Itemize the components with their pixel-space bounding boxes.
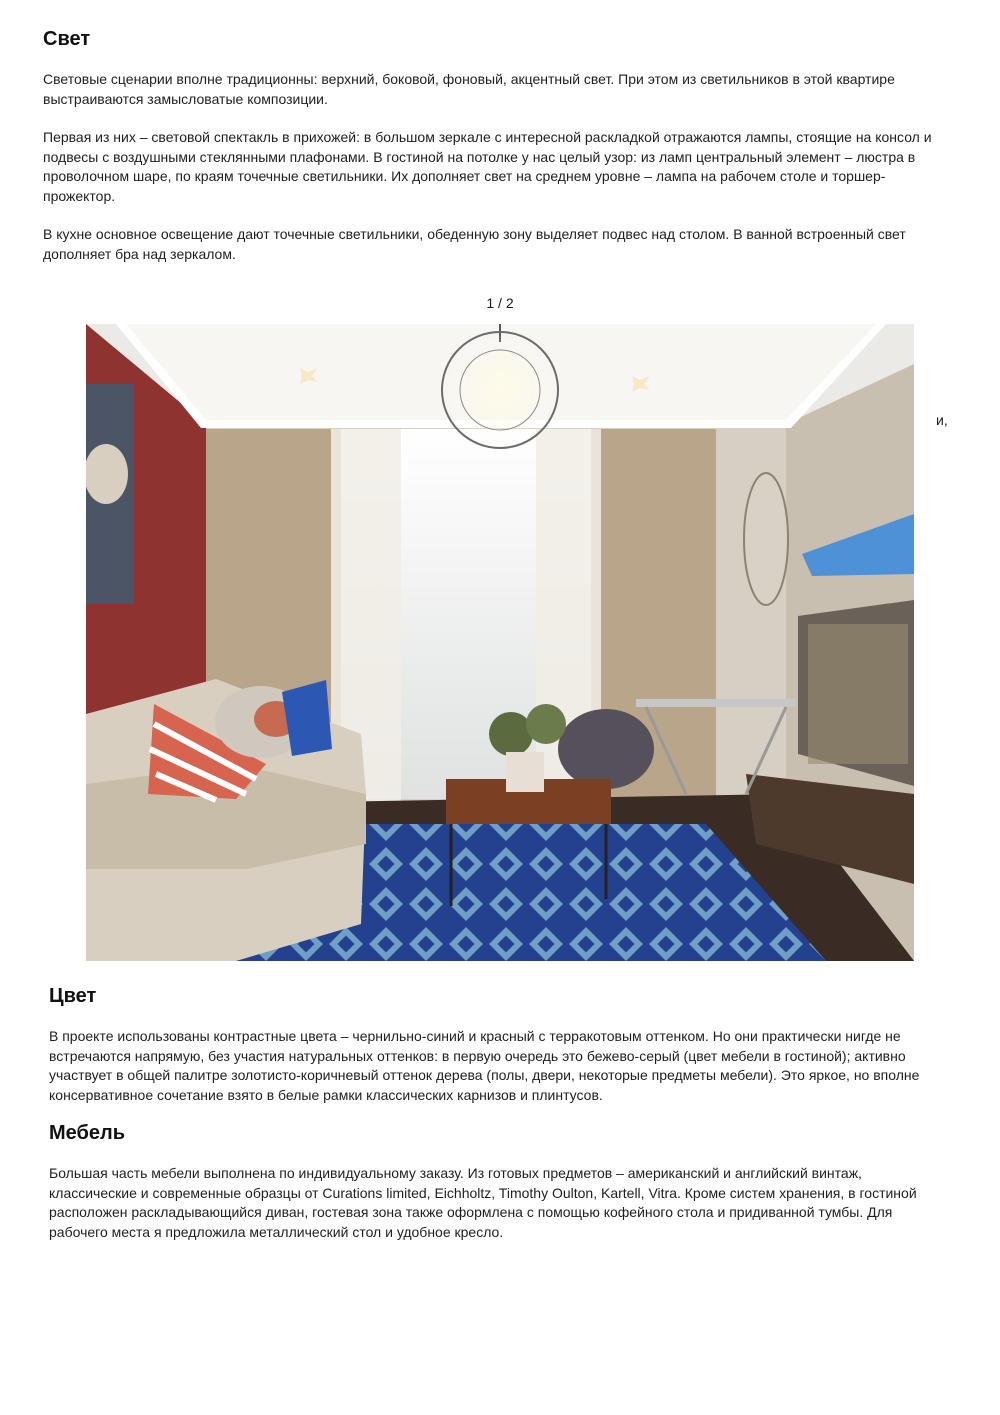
section-heading-furniture: Мебель xyxy=(49,1122,125,1144)
gallery-counter: 1 / 2 xyxy=(486,295,514,311)
living-room-illustration xyxy=(86,324,914,961)
stray-text: и, xyxy=(936,412,948,428)
section-heading-color: Цвет xyxy=(49,985,97,1007)
paragraph-furniture: Большая часть мебели выполнена по индивидуальному заказу. Из готовых предметов – американский и английский винтаж, классические и современные образцы от Curations limited, Eichholtz, Timothy Oulton, Kartell, Vitra. Кроме систем хранения, в гостиной расположен раскладывающийся диван, гостевая зона также оформлена с помощью кофейного стола и придиванной тумбы. Для рабочего места я предложила металлический стол и удобное кресло. xyxy=(49,1165,917,1240)
paragraph-light-3: В кухне основное освещение дают точечные светильники, обеденную зону выделяет подвес над столом. В ванной встроенный свет дополняет бра над зеркалом. xyxy=(43,226,906,262)
paragraph-color: В проекте использованы контрастные цвета – чернильно-синий и красный с терракотовым оттенком. Но они практически нигде не встречаются напрямую, без участия натуральных оттенков: в первую очередь это бежево-серый (цвет мебели в гостиной); активно участвует в общей палитре золотисто-коричневый оттенок дерева (полы, двери, некоторые предметы мебели). Это яркое, но вполне консервативное сочетание взято в белые рамки классических карнизов и плинтусов. xyxy=(49,1028,920,1103)
section-heading-light: Свет xyxy=(43,28,91,50)
paragraph-light-2: Первая из них – световой спектакль в прихожей: в большом зеркале с интересной раскладкой отражаются лампы, стоящие на консол и подвесы с воздушными стеклянными плафонами. В гостиной на потолке у нас целый узор: из ламп центральный элемент – люстра в проволочном шаре, по краям точечные светильники. Их дополняет свет на среднем уровне – лампа на рабочем столе и торшер-прожектор. xyxy=(43,129,932,204)
gallery-photo-living-room[interactable] xyxy=(86,324,914,961)
paragraph-light-1: Световые сценарии вполне традиционны: верхний, боковой, фоновый, акцентный свет. При этом из светильников в этой квартире выстраиваются замысловатые композиции. xyxy=(43,71,895,107)
